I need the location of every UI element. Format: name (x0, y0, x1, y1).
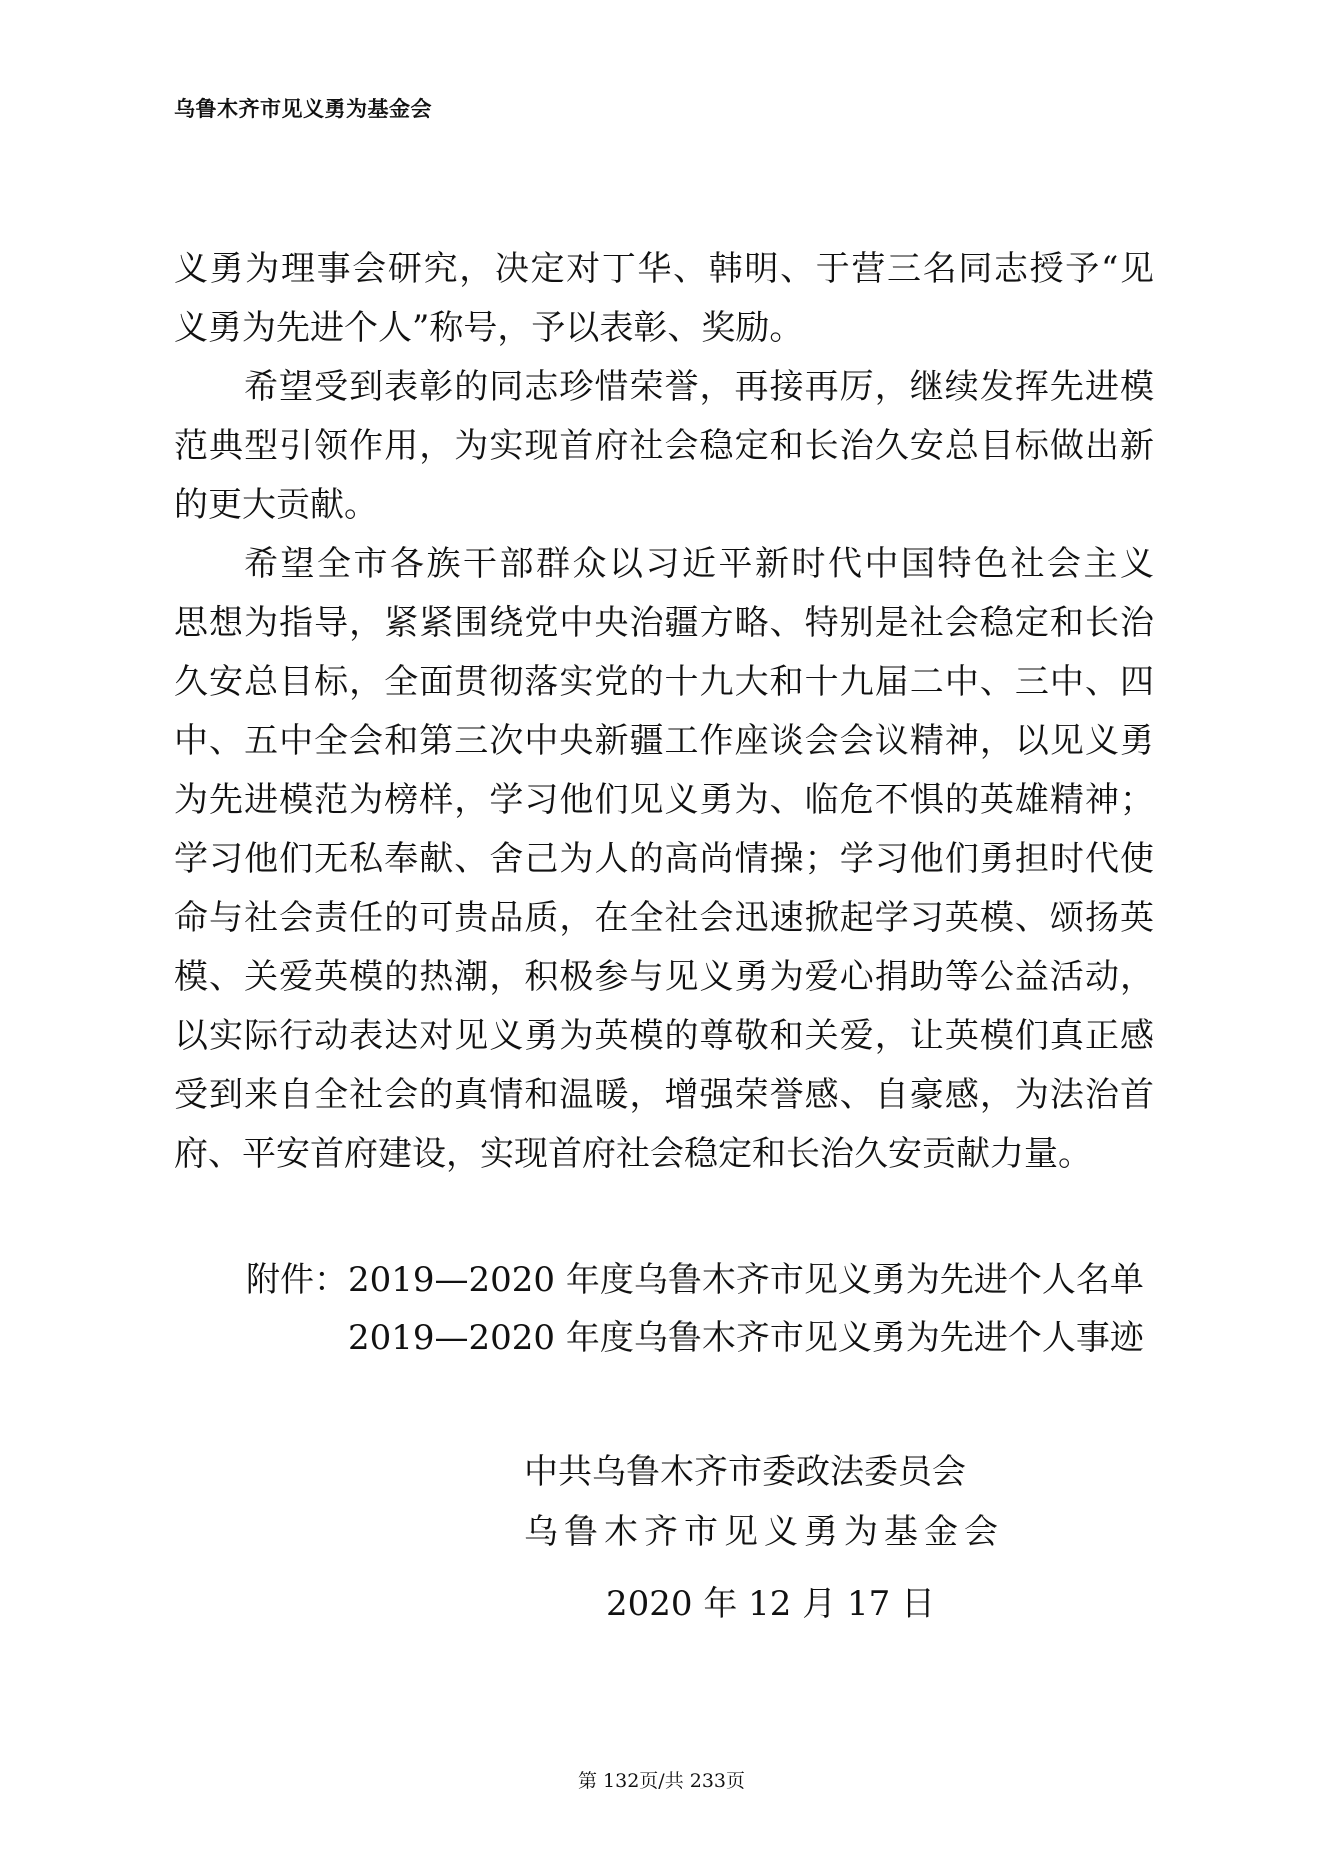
body-line: 为先进模范为榜样，学习他们见义勇为、临危不惧的英雄精神； (174, 780, 1154, 820)
attachment-title: 2019—2020 年度乌鲁木齐市见义勇为先进个人事迹 (348, 1318, 1144, 1358)
body-line: 义勇为理事会研究，决定对丁华、韩明、于营三名同志授予“见 (174, 249, 1154, 289)
body-line: 希望全市各族干部群众以习近平新时代中国特色社会主义 (244, 544, 1154, 584)
body-line: 学习他们无私奉献、舍己为人的高尚情操；学习他们勇担时代使 (174, 839, 1154, 879)
attachment-item (246, 1251, 1144, 1309)
body-text (174, 240, 1154, 1184)
signature-org-1: 中共乌鲁木齐市委政法委员会 (524, 1452, 966, 1492)
body-line: 模、关爱英模的热潮，积极参与见义勇为爱心捐助等公益活动， (174, 957, 1154, 997)
body-line: 希望受到表彰的同志珍惜荣誉，再接再厉，继续发挥先进模 (244, 367, 1154, 407)
attachments-label: 附件： (246, 1260, 348, 1300)
body-line: 府、平安首府建设，实现首府社会稳定和长治久安贡献力量。 (174, 1134, 1092, 1174)
body-line: 的更大贡献。 (174, 485, 378, 525)
body-line: 义勇为先进个人”称号，予以表彰、奖励。 (174, 308, 804, 348)
attachment-item (246, 1309, 1144, 1367)
body-line: 久安总目标，全面贯彻落实党的十九大和十九届二中、三中、四 (174, 662, 1154, 702)
page-header: 乌鲁木齐市见义勇为基金会 (174, 96, 432, 121)
body-line: 命与社会责任的可贵品质，在全社会迅速掀起学习英模、颂扬英 (174, 898, 1154, 938)
body-line: 思想为指导，紧紧围绕党中央治疆方略、特别是社会稳定和长治 (174, 603, 1154, 643)
body-line: 受到来自全社会的真情和温暖，增强荣誉感、自豪感，为法治首 (174, 1075, 1154, 1115)
signature-org-2: 乌鲁木齐市见义勇为基金会 (524, 1512, 1004, 1552)
signature-block (524, 1442, 1004, 1634)
signature-date: 2020 年 12 月 17 日 (606, 1584, 936, 1624)
attachments-section (246, 1251, 1144, 1367)
body-line: 中、五中全会和第三次中央新疆工作座谈会会议精神，以见义勇 (174, 721, 1154, 761)
attachment-title: 2019—2020 年度乌鲁木齐市见义勇为先进个人名单 (348, 1260, 1144, 1300)
body-line: 范典型引领作用，为实现首府社会稳定和长治久安总目标做出新 (174, 426, 1154, 466)
page-footer: 第 132页/共 233页 (577, 1770, 745, 1792)
body-line: 以实际行动表达对见义勇为英模的尊敬和关爱，让英模们真正感 (174, 1016, 1154, 1056)
